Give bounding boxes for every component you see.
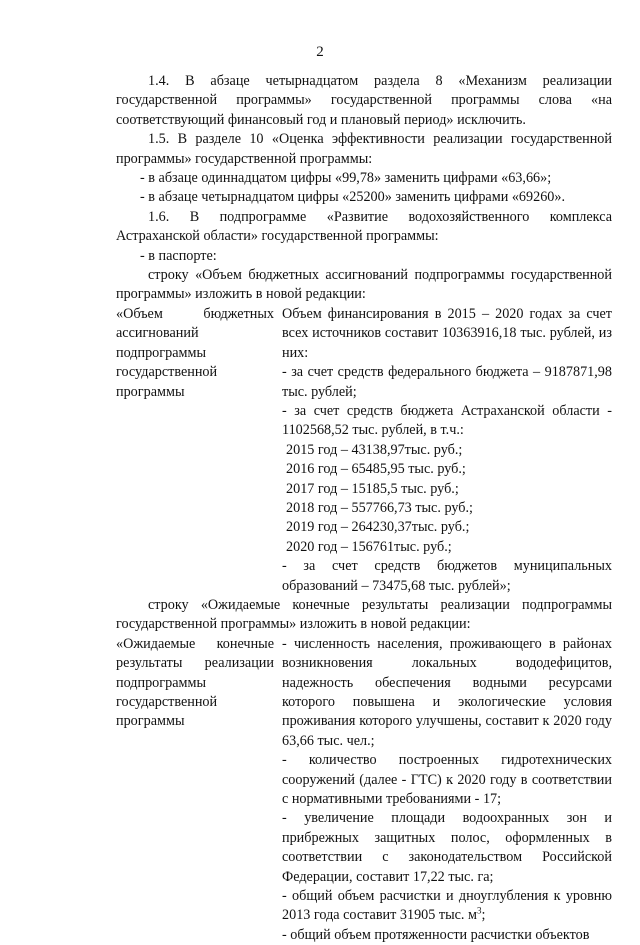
page-number: 2 <box>316 44 324 60</box>
budget-table-label: «Объем бюджетных ассигнований подпрограммы государственной программы <box>116 305 274 400</box>
year-line: 2015 год – 43138,97тыс. руб.; <box>286 441 463 458</box>
regional-budget-line: - за счет средств бюджета Астраханской области - 1102568,52 тыс. рублей, в т.ч.: <box>282 402 612 439</box>
paragraph-1-6: 1.6. В подпрограмме «Развитие водохозяйственного комплекса Астраханской области» государственной программы: <box>116 208 612 245</box>
in-passport-line: - в паспорте: <box>140 247 217 264</box>
result-item-text: - общий объем расчистки и дноуглубления к уровню 2013 года составит 31905 тыс. м <box>282 888 612 924</box>
results-table <box>116 635 612 945</box>
municipal-budget-line: - за счет средств бюджетов муниципальных образований – 73475,68 тыс. рублей»; <box>282 558 612 594</box>
result-item-dredging <box>282 887 612 926</box>
row2-intro: строку «Ожидаемые конечные результаты реализации подпрограммы государственной программы» изложить в новой редакции: <box>116 596 612 633</box>
year-line: 2017 год – 15185,5 тыс. руб.; <box>286 480 459 497</box>
budget-intro: Объем финансирования в 2015 – 2020 годах за счет всех источников составит 10363916,18 тыс. рублей, из них: <box>282 305 612 361</box>
year-line: 2019 год – 264230,37тыс. руб.; <box>286 519 470 536</box>
result-item: - количество построенных гидротехнических сооружений (далее - ГТС) к 2020 году в соответствии с нормативными требованиями - 17; <box>282 752 612 808</box>
paragraph-1-4: 1.4. В абзаце четырнадцатом раздела 8 «Механизм реализации государственной программы» государственной программы слова «на соответствующий финансовый год и плановый период» исключить. <box>116 73 612 128</box>
row1-intro: строку «Объем бюджетных ассигнований подпрограммы государственной программы» изложить в новой редакции: <box>116 267 612 303</box>
budget-table <box>116 305 612 596</box>
result-item: - увеличение площади водоохранных зон и прибрежных защитных полос, оформленных в соответствии с законодательством Российской Федерации, составит 17,22 тыс. га; <box>282 810 612 885</box>
year-line: 2018 год – 557766,73 тыс. руб.; <box>286 499 473 516</box>
paragraph-1-5: 1.5. В разделе 10 «Оценка эффективности реализации государственной программы» государственной программы: <box>116 131 612 167</box>
superscript-cubic: 3 <box>477 905 482 916</box>
bullet-item: - в абзаце одиннадцатом цифры «99,78» заменить цифрами «63,66»; <box>140 170 552 187</box>
year-line: 2020 год – 156761тыс. руб.; <box>286 538 452 555</box>
results-table-label: «Ожидаемые конечные результаты реализации подпрограммы государственной программы <box>116 635 274 730</box>
document-body <box>116 72 612 945</box>
results-table-content <box>282 635 612 945</box>
result-item-tail: ; <box>481 907 486 924</box>
federal-budget-line: - за счет средств федерального бюджета – 9187871,98 тыс. рублей; <box>282 364 612 400</box>
result-item: - численность населения, проживающего в районах возникновения локальных вододефицитов, надежность обеспечения водными ресурсами которого повышена и экологические условия проживания которого улучшены, составит к 2020 году 63,66 тыс. чел.; <box>282 635 612 749</box>
result-item: - общий объем протяженности расчистки объектов <box>282 926 590 943</box>
budget-table-content <box>282 305 612 596</box>
bullet-item: - в абзаце четырнадцатом цифры «25200» заменить цифрами «69260». <box>140 189 566 206</box>
year-line: 2016 год – 65485,95 тыс. руб.; <box>286 461 466 478</box>
